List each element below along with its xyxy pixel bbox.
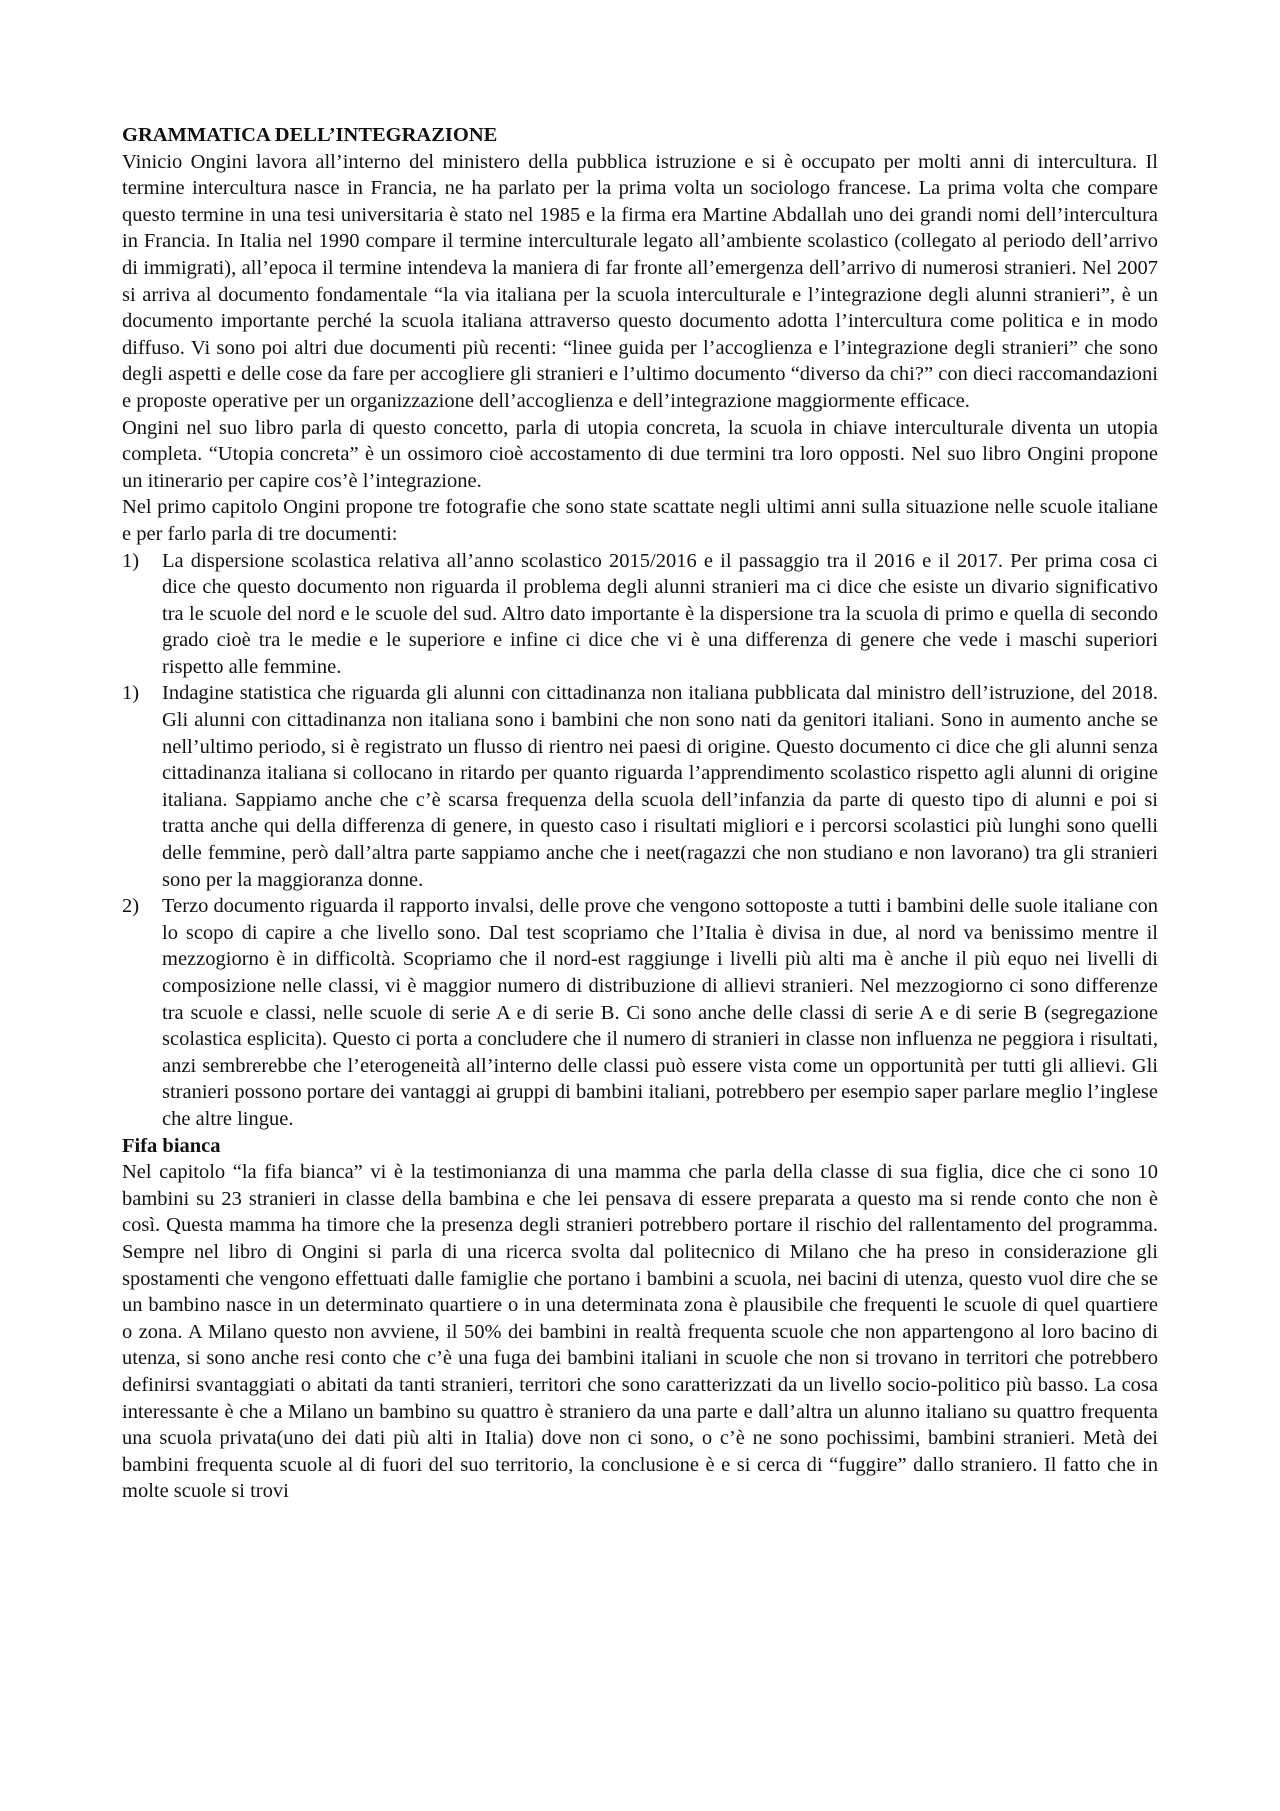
list-item-marker: 2) [122,895,140,918]
intro-paragraph-3: Nel primo capitolo Ongini propone tre fotografie che sono state scattate negli ultimi anni sulla situazione nelle scuole italiane e per farlo parla di tre documenti: [122,496,1158,545]
list-item-text: Indagine statistica che riguarda gli alunni con cittadinanza non italiana pubblicata dal ministro dell’istruzione, del 2018. Gli alunni con cittadinanza non italiana sono i bambini che non sono nati da genitori italiani. Sono in aumento anche se nell’ultimo periodo, si è registrato un flusso di rientro nei paesi di origine. Questo documento ci dice che gli alunni senza cittadinanza italiana si collocano in ritardo per quanto riguarda l’apprendimento scolastico rispetto agli alunni di origine italiana. Sappiamo anche che c’è scarsa frequenza della scuola dell’infanzia da parte di questo tipo di alunni e poi si tratta anche qui della differenza di genere, in questo caso i risultati migliori e i percorsi scolastici più lunghi sono quelli delle femmine, però dall’altra parte sappiamo anche che i neet(ragazzi che non studiano e non lavorano) tra gli stranieri sono per la maggioranza donne. [162,682,1158,891]
documents-list [122,548,1158,1133]
document-page [122,122,1158,1505]
list-item [122,548,1158,681]
list-item [122,893,1158,1132]
document-title: GRAMMATICA DELL’INTEGRAZIONE [122,124,498,146]
list-item-marker: 1) [122,682,140,705]
list-item-text: Terzo documento riguarda il rapporto invalsi, delle prove che vengono sottoposte a tutti i bambini delle suole italiane con lo scopo di capire a che livello sono. Dal test scopriamo che l’Italia è divisa in due, al nord va benissimo mentre il mezzogiorno è in difficoltà. Scopriamo che il nord-est raggiunge i livelli più alti ma è anche il più equo nei livelli di composizione nelle classi, vi è maggior numero di distribuzione di allievi stranieri. Nel mezzogiorno ci sono differenze tra scuole e classi, nelle scuole di serie A e di serie B. Ci sono anche delle classi di serie A e di serie B (segregazione scolastica esplicita). Questo ci porta a concludere che il numero di stranieri in classe non influenza ne peggiora i risultati, anzi sembrerebbe che l’eterogeneità all’interno delle classi può essere vista come un opportunità per tutti gli allievi. Gli stranieri possono portare dei vantaggi ai gruppi di bambini italiani, potrebbero per esempio saper parlare meglio l’inglese che altre lingue. [162,895,1158,1130]
list-item-text: La dispersione scolastica relativa all’anno scolastico 2015/2016 e il passaggio tra il 2016 e il 2017. Per prima cosa ci dice che questo documento non riguarda il problema degli alunni stranieri ma ci dice che esiste un divario significativo tra le scuole del nord e le scuole del sud. Altro dato importante è la dispersione tra la scuola di primo e quella di secondo grado cioè tra le medie e le superiore e infine ci dice che vi è una differenza di genere che vede i maschi superiori rispetto alle femmine. [162,549,1158,678]
list-item [122,680,1158,893]
section-paragraph: Nel capitolo “la fifa bianca” vi è la testimonianza di una mamma che parla della classe di sua figlia, dice che ci sono 10 bambini su 23 stranieri in classe della bambina e che lei pensava di essere preparata a questo ma si rende conto che non è così. Questa mamma ha timore che la presenza degli stranieri potrebbero portare il rischio del rallentamento del programma. Sempre nel libro di Ongini si parla di una ricerca svolta dal politecnico di Milano che ha preso in considerazione gli spostamenti che vengono effettuati dalle famiglie che portano i bambini a scuola, nei bacini di utenza, questo vuol dire che se un bambino nasce in un determinato quartiere o in una determinata zona è plausibile che frequenti le scuole di quel quartiere o zona. A Milano questo non avviene, il 50% dei bambini in realtà frequenta scuole che non appartengono al loro bacino di utenza, si sono anche resi conto che c’è una fuga dei bambini italiani in scuole che non si trovano in territori che potrebbero definirsi svantaggiati o abitati da tanti stranieri, territori che sono caratterizzati da un livello socio-politico più basso. La cosa interessante è che a Milano un bambino su quattro è straniero da una parte e dall’altra un alunno italiano su quattro frequenta una scuola privata(uno dei dati più alti in Italia) dove non ci sono, o c’è ne sono pochissimi, bambini stranieri. Metà dei bambini frequenta scuole al di fuori del suo territorio, la conclusione è e si cerca di “fuggire” dallo straniero. Il fatto che in molte scuole si trovi [122,1161,1158,1503]
intro-paragraph-1: Vinicio Ongini lavora all’interno del ministero della pubblica istruzione e si è occupato per molti anni di intercultura. Il termine intercultura nasce in Francia, ne ha parlato per la prima volta un sociologo francese. La prima volta che compare questo termine in una tesi universitaria è stato nel 1985 e la firma era Martine Abdallah uno dei grandi nomi dell’intercultura in Francia. In Italia nel 1990 compare il termine interculturale legato all’ambiente scolastico (collegato al periodo dell’arrivo di immigrati), all’epoca il termine intendeva la maniera di far fronte all’emergenza dell’arrivo di numerosi stranieri. Nel 2007 si arriva al documento fondamentale “la via italiana per la scuola interculturale e l’integrazione degli alunni stranieri”, è un documento importante perché la scuola italiana attraverso questo documento adotta l’intercultura come politica e in modo diffuso. Vi sono poi altri due documenti più recenti: “linee guida per l’accoglienza e l’integrazione degli stranieri” che sono degli aspetti e delle cose da fare per accogliere gli stranieri e l’ultimo documento “diverso da chi?” con dieci raccomandazioni e proposte operative per un organizzazione dell’accoglienza e dell’integrazione maggiormente efficace. [122,150,1158,412]
section-heading-fifa-bianca: Fifa bianca [122,1134,221,1157]
list-item-marker: 1) [122,549,140,572]
intro-paragraph-2: Ongini nel suo libro parla di questo concetto, parla di utopia concreta, la scuola in chiave interculturale diventa un utopia completa. “Utopia concreta” è un ossimoro cioè accostamento di due termini tra loro opposti. Nel suo libro Ongini propone un itinerario per capire cos’è l’integrazione. [122,416,1158,492]
